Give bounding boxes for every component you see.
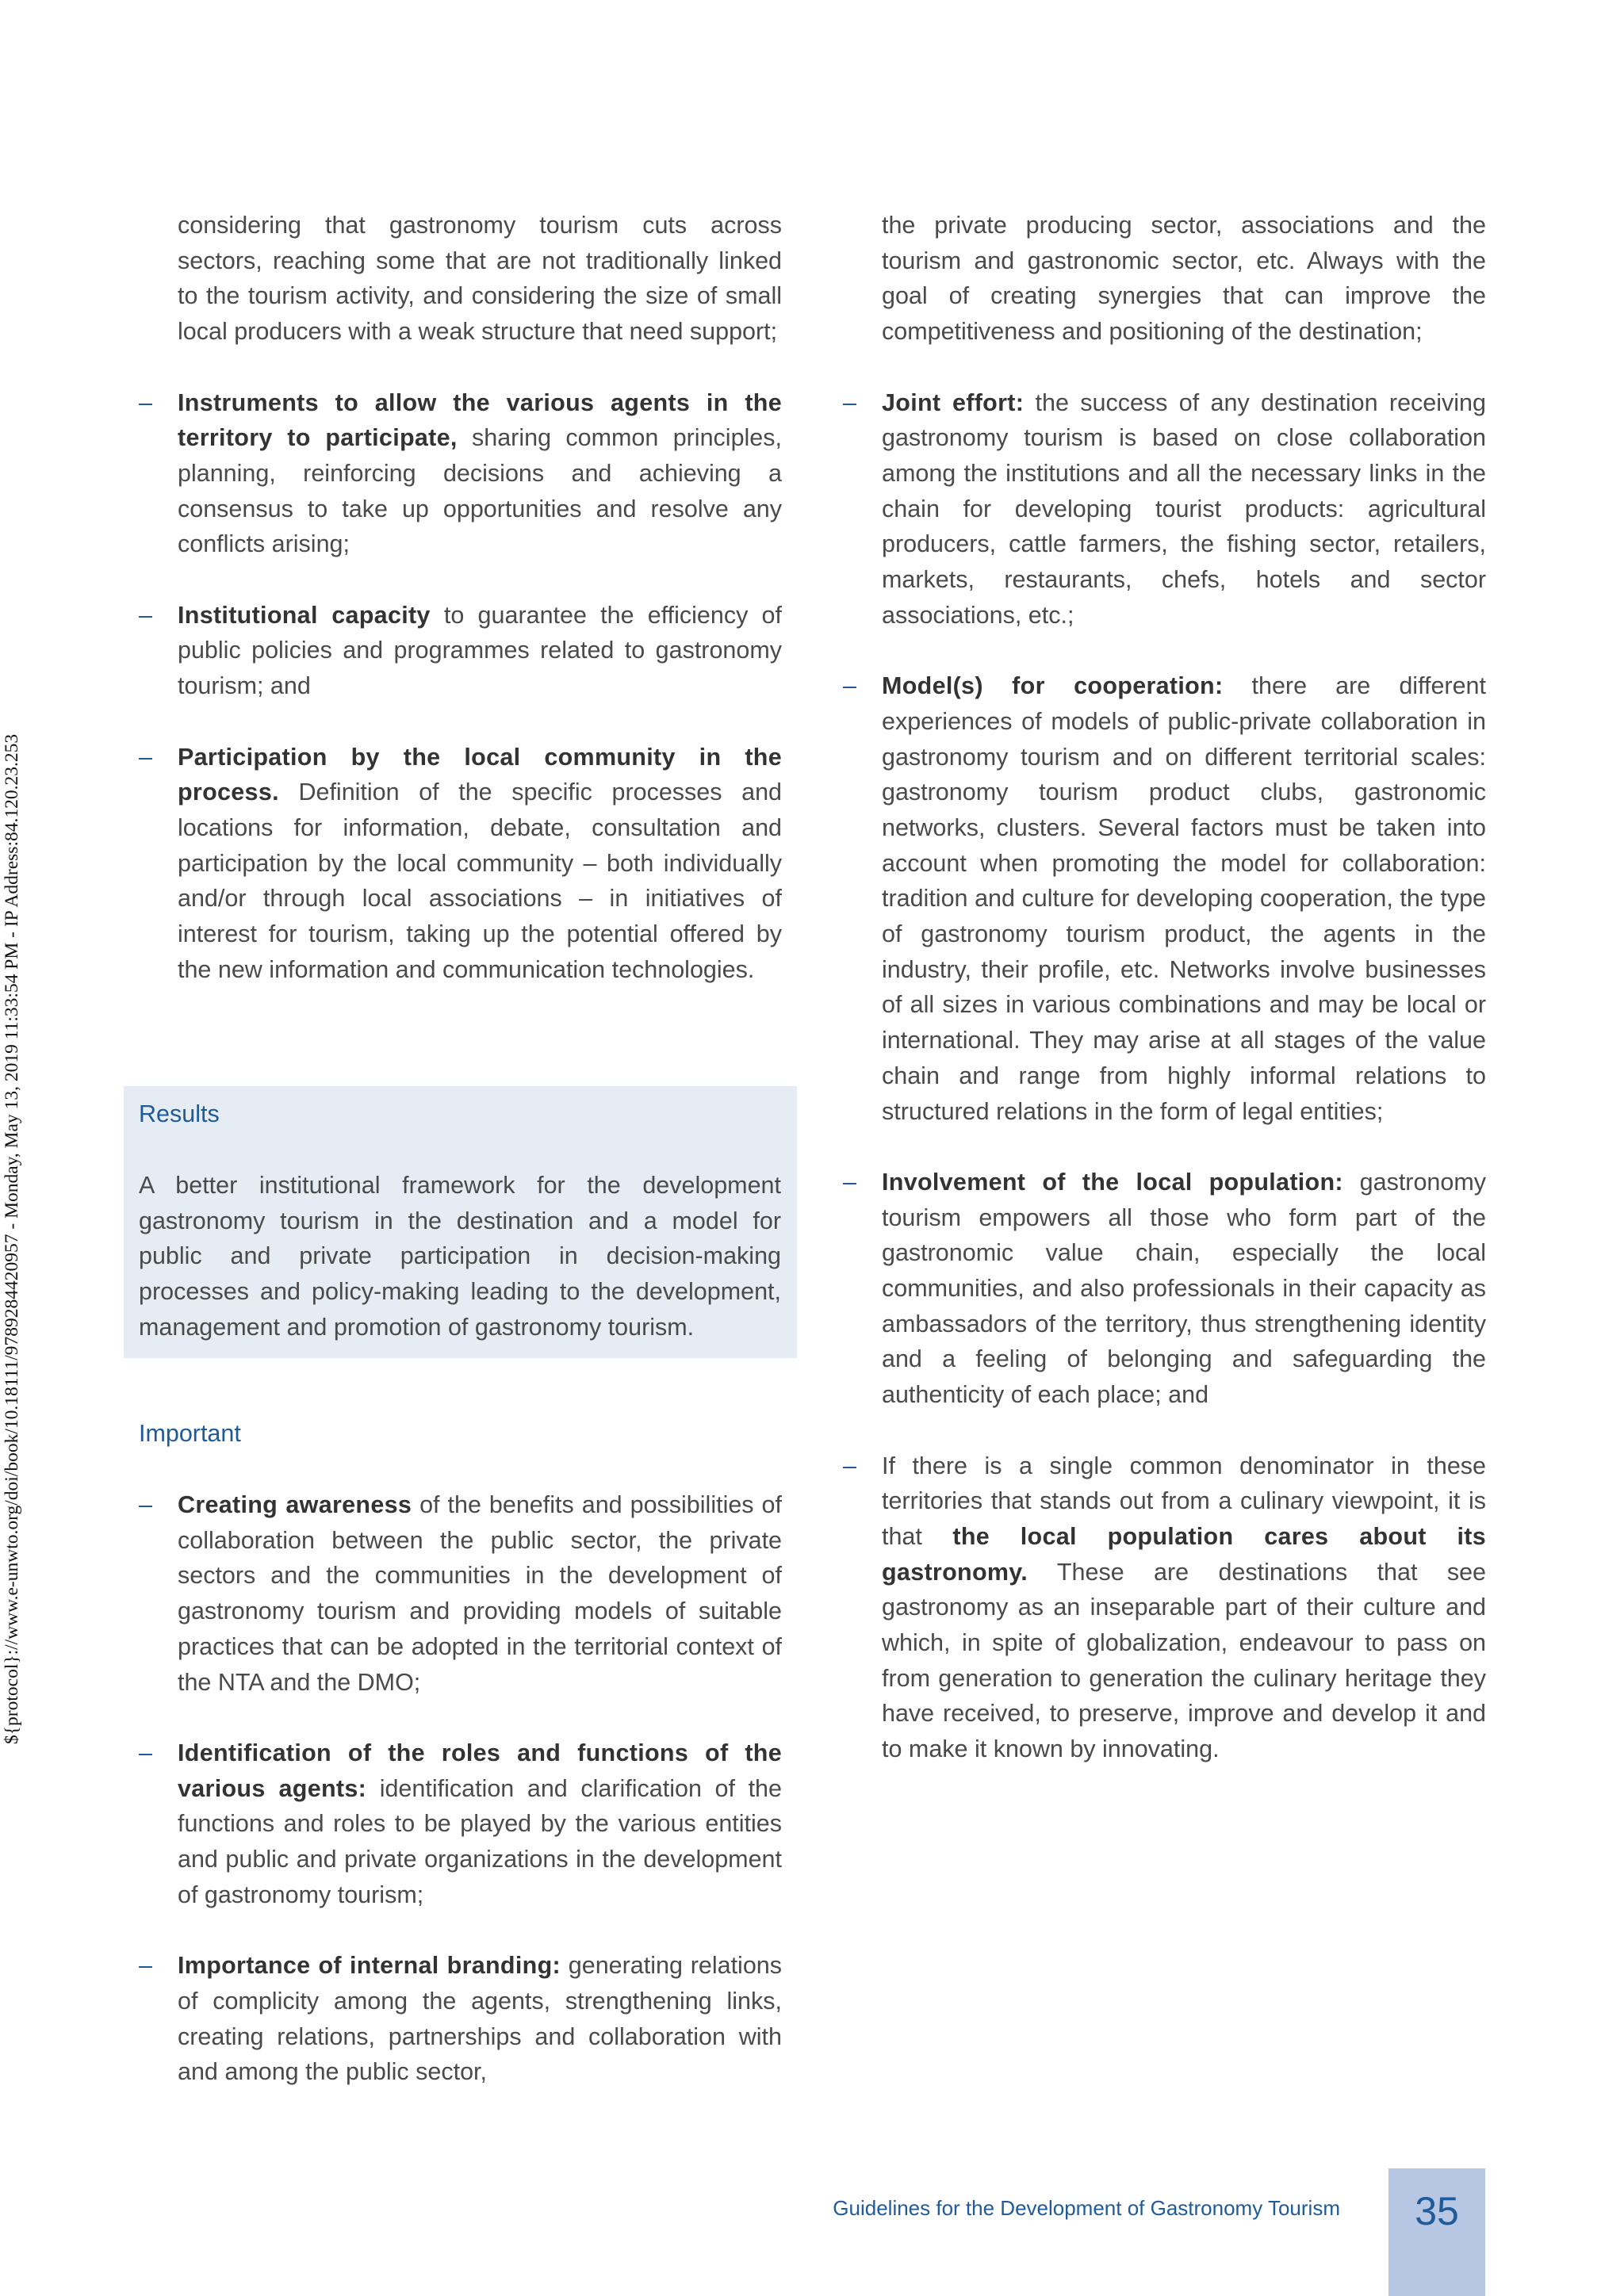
- list-dash: –: [843, 672, 856, 700]
- list-item-text: Definition of the specific processes and locations for information, debate, consultation and participation by the local community – both individually and/or through local associations – in initiatives of interest for tourism, taking up the potential offered by the new information and communication technologies.: [178, 779, 782, 983]
- list-item-heading: Importance of internal branding:: [178, 1952, 561, 1980]
- list-item-text: the success of any destination receiving gastronomy tourism is based on close collaboration among the institutions and all the necessary links in the chain for developing tourist products: agricultural producers, cattle farmers, the fishing sector, retailers, markets, restaurants, chefs, hotels and sector associations, etc.;: [882, 388, 1486, 629]
- list-item-joint-effort: [843, 385, 1486, 633]
- list-dash: –: [139, 388, 152, 416]
- list-item-heading: Instruments to allow the various agents in the territory to participate,: [178, 388, 782, 452]
- list-item-text: generating relations of complicity among the agents, strengthening links, creating relations, partnerships and collaboration with and among the public sector,: [178, 1952, 782, 2086]
- list-item-creating-awareness: [139, 1487, 782, 1700]
- list-item-heading: Identification of the roles and functions of the various agents:: [178, 1739, 782, 1802]
- list-item-heading: Creating awareness: [178, 1491, 412, 1518]
- important-list: [139, 1487, 782, 2090]
- list-item-identification-roles: [139, 1735, 782, 1913]
- list-item-emphasis: the local population cares about its gastronomy.: [882, 1522, 1486, 1586]
- important-title: Important: [139, 1420, 241, 1447]
- list-item-local-population: [843, 1165, 1486, 1413]
- list-dash: –: [139, 1491, 152, 1518]
- list-item-text: there are different experiences of models of public-private collaboration in gastronomy tourism and on different territorial scales: gastronomy tourism product clubs, gastronomic networks, clusters. Several factors must be taken into account when promoting the model for collaboration: tradition and culture for developing cooperation, the type of gastronomy tourism product, the agents in the industry, their profile, etc. Networks involve businesses of all sizes in various combinations and may be local or international. They may arise at all stages of the value chain and range from highly informal relations to structured relations in the form of legal entities;: [882, 672, 1486, 1125]
- right-column: [843, 208, 1486, 1767]
- list-item-text: of the benefits and possibilities of collaboration between the public sector, the private sectors and the communities in the development of gastronomy tourism and providing models of suitable practices that can be adopted in the territorial context of the NTA and the DMO;: [178, 1491, 782, 1696]
- list-item-common-denominator: [843, 1448, 1486, 1767]
- list-item-internal-branding: [139, 1948, 782, 2090]
- list-item-institutional-capacity: [139, 598, 782, 704]
- download-stamp: ${protocol}://www.e-unwto.org/doi/book/10.18111/9789284420957 - Monday, May 13, 2019 11:33:54 PM - IP Address:84.120.23.253: [2, 733, 22, 1744]
- list-item-heading: Joint effort:: [882, 388, 1025, 416]
- list-dash: –: [139, 743, 152, 771]
- list-item-participation: [139, 740, 782, 988]
- right-intro-paragraph: the private producing sector, associations and the tourism and gastronomic sector, etc. Always with the goal of creating synergies that can improve the competitiveness and positioning of the destination;: [882, 212, 1486, 346]
- list-item-text: If there is a single common denominator in these territories that stands out from a culinary viewpoint, it is that: [882, 1452, 1486, 1550]
- results-text: A better institutional framework for the development gastronomy tourism in the destination and a model for public and private participation in decision-making processes and policy-making leading to the development, management and promotion of gastronomy tourism.: [139, 1172, 781, 1341]
- list-item-heading: Involvement of the local population:: [882, 1168, 1343, 1196]
- list-item-heading: Participation by the local community in the process.: [178, 743, 782, 806]
- list-dash: –: [139, 601, 152, 629]
- list-item-instruments: [139, 385, 782, 563]
- list-item-text: to guarantee the efficiency of public policies and programmes related to gastronomy tourism; and: [178, 601, 782, 700]
- list-dash: –: [843, 1452, 856, 1479]
- results-title: Results: [139, 1100, 220, 1127]
- list-dash: –: [139, 1739, 152, 1766]
- list-item-heading: Institutional capacity: [178, 601, 431, 629]
- list-dash: –: [843, 1168, 856, 1196]
- footer-title: Guidelines for the Development of Gastronomy Tourism: [833, 2196, 1340, 2220]
- list-item-heading: Model(s) for cooperation:: [882, 672, 1224, 700]
- list-item-text: identification and clarification of the functions and roles to be played by the various entities and public and private organizations in the development of gastronomy tourism;: [178, 1774, 782, 1908]
- list-item-models-cooperation: [843, 668, 1486, 1129]
- list-dash: –: [843, 388, 856, 416]
- left-intro-paragraph: considering that gastronomy tourism cuts across sectors, reaching some that are not traditionally linked to the tourism activity, and considering the size of small local producers with a weak structure that need support;: [178, 212, 782, 346]
- list-item-text: These are destinations that see gastronomy as an inseparable part of their culture and which, in spite of globalization, endeavour to pass on from generation to generation the culinary heritage they have received, to preserve, improve and develop it and to make it known by innovating.: [882, 1558, 1486, 1763]
- list-dash: –: [139, 1952, 152, 1980]
- list-item-text: gastronomy tourism empowers all those who form part of the gastronomic value chain, especially the local communities, and also professionals in their capacity as ambassadors of the territory, thus strengthening identity and a feeling of belonging and safeguarding the authenticity of each place; and: [882, 1168, 1486, 1409]
- page-number: 35: [1415, 2189, 1459, 2233]
- left-column: [139, 208, 782, 987]
- list-item-text: sharing common principles, planning, reinforcing decisions and achieving a consensus to take up opportunities and resolve any conflicts arising;: [178, 424, 782, 558]
